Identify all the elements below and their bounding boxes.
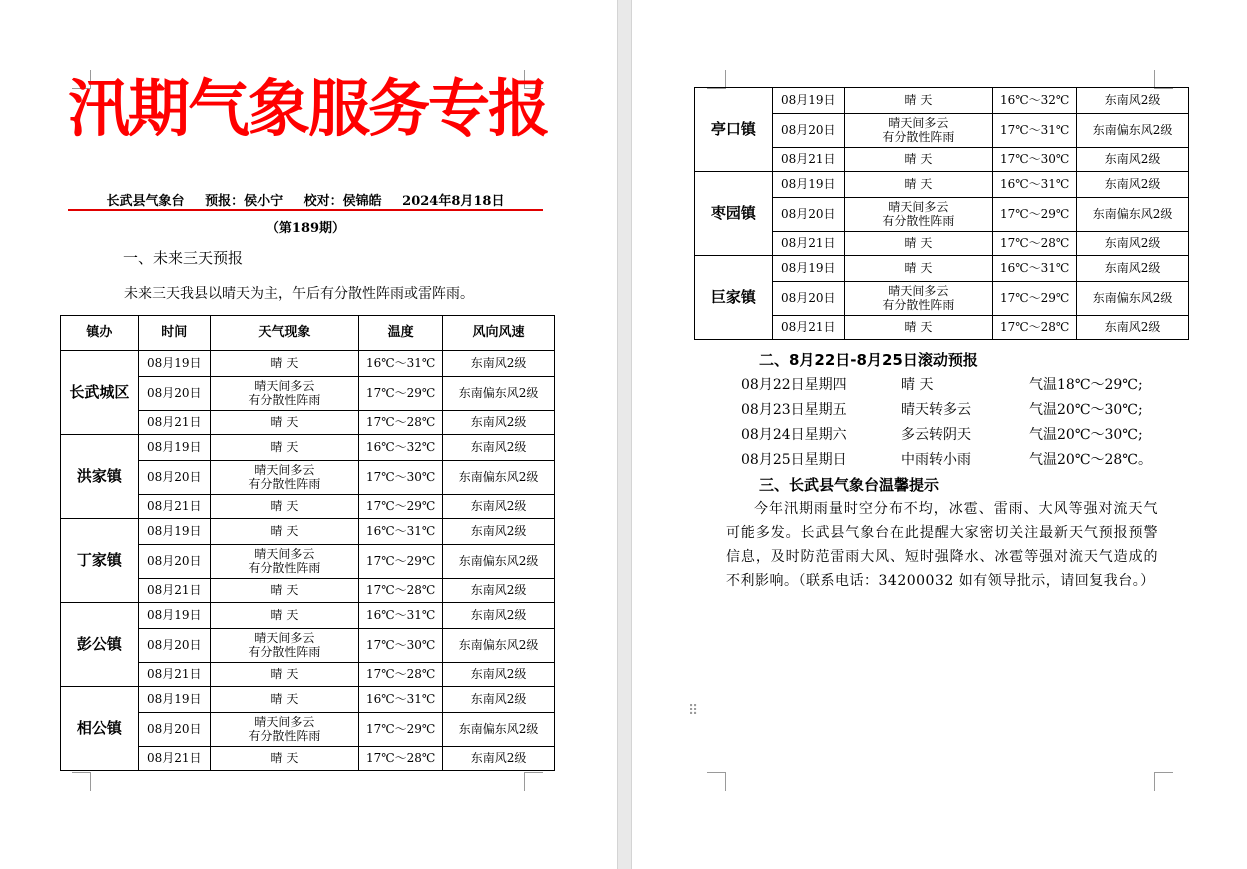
byline	[68, 190, 543, 209]
date-cell: 08月19日	[138, 519, 210, 545]
wind-cell: 东南风2级	[1077, 88, 1189, 114]
weather-cell: 晴天间多云 有分散性阵雨	[844, 114, 993, 148]
wind-cell: 东南风2级	[1077, 232, 1189, 256]
wind-cell: 东南风2级	[443, 579, 555, 603]
wind-cell: 东南风2级	[443, 603, 555, 629]
date-cell: 08月20日	[138, 545, 210, 579]
temperature-cell: 17℃～28℃	[359, 579, 443, 603]
weather-cell: 晴 天	[210, 663, 359, 687]
temperature-cell: 17℃～29℃	[359, 545, 443, 579]
town-name: 彭公镇	[61, 603, 139, 687]
town-name: 丁家镇	[61, 519, 139, 603]
date-cell: 08月20日	[138, 377, 210, 411]
date-cell: 08月19日	[138, 351, 210, 377]
temperature-cell: 17℃～28℃	[359, 747, 443, 771]
town-name: 巨家镇	[695, 256, 773, 340]
masthead-title: 汛期气象服务专报	[67, 72, 548, 145]
date-cell: 08月21日	[772, 148, 844, 172]
table-row	[61, 519, 555, 545]
temperature-cell: 17℃～30℃	[359, 461, 443, 495]
date-cell: 08月21日	[772, 316, 844, 340]
wind-cell: 东南偏东风2级	[443, 545, 555, 579]
weather-cell: 晴天间多云 有分散性阵雨	[210, 377, 359, 411]
table-row	[61, 687, 555, 713]
wind-cell: 东南风2级	[443, 495, 555, 519]
temperature-cell: 17℃～29℃	[359, 713, 443, 747]
town-name: 亭口镇	[695, 88, 773, 172]
wind-cell: 东南偏东风2级	[443, 461, 555, 495]
wind-cell: 东南风2级	[1077, 256, 1189, 282]
temperature-cell: 16℃～31℃	[359, 603, 443, 629]
weather-cell: 晴 天	[844, 316, 993, 340]
wind-cell: 东南风2级	[443, 663, 555, 687]
temperature-cell: 17℃～30℃	[359, 629, 443, 663]
weather-cell: 晴 天	[210, 411, 359, 435]
wind-cell: 东南风2级	[443, 411, 555, 435]
forecast-table-right	[694, 87, 1189, 340]
temperature-cell: 17℃～29℃	[359, 377, 443, 411]
town-name: 洪家镇	[61, 435, 139, 519]
outlook-date: 08月25日星期日	[741, 452, 847, 468]
date-cell: 08月21日	[138, 411, 210, 435]
wind-cell: 东南偏东风2级	[443, 713, 555, 747]
wind-cell: 东南风2级	[443, 435, 555, 461]
temperature-cell: 16℃～31℃	[359, 351, 443, 377]
red-rule	[68, 209, 543, 211]
column-header: 镇办	[61, 316, 139, 351]
date-cell: 08月21日	[138, 579, 210, 603]
page-gutter	[617, 0, 632, 869]
forecast-table-left	[60, 315, 555, 771]
forecaster: 预报：侯小宁	[205, 194, 284, 209]
table-row	[695, 172, 1189, 198]
wind-cell: 东南偏东风2级	[1077, 198, 1189, 232]
issue-number: （第189期）	[265, 221, 346, 236]
date-cell: 08月20日	[772, 198, 844, 232]
section3-title: 三、长武县气象台温馨提示	[759, 476, 940, 494]
temperature-cell: 17℃～28℃	[993, 316, 1077, 340]
column-header: 风向风速	[443, 316, 555, 351]
weather-cell: 晴 天	[210, 579, 359, 603]
wind-cell: 东南风2级	[1077, 316, 1189, 340]
temperature-cell: 16℃～31℃	[359, 519, 443, 545]
weather-cell: 晴天间多云 有分散性阵雨	[844, 198, 993, 232]
outlook-date: 08月23日星期五	[741, 402, 847, 418]
wind-cell: 东南风2级	[1077, 172, 1189, 198]
section3-text: 今年汛期雨量时空分布不均，冰雹、雷雨、大风等强对流天气可能多发。长武县气象台在此提醒大家密切关注最新天气预报预警信息，及时防范雷雨大风、短时强降水、冰雹等强对流天气造成的不利影响。（联系电话：34200032 如有领导批示，请回复我台。）	[726, 501, 1158, 589]
temperature-cell: 16℃～32℃	[993, 88, 1077, 114]
weather-cell: 晴 天	[210, 687, 359, 713]
temperature-cell: 16℃～31℃	[359, 687, 443, 713]
date-cell: 08月21日	[138, 663, 210, 687]
temperature-cell: 17℃～28℃	[359, 663, 443, 687]
issue-date: 2024年8月18日	[402, 194, 505, 209]
weather-cell: 晴 天	[844, 232, 993, 256]
page-left	[0, 0, 617, 869]
move-handle-icon[interactable]: ⠿	[688, 703, 699, 719]
outlook-date: 08月24日星期六	[741, 427, 847, 443]
temperature-cell: 17℃～29℃	[359, 495, 443, 519]
outlook-weather: 晴 天	[901, 377, 934, 393]
temperature-cell: 17℃～28℃	[993, 232, 1077, 256]
date-cell: 08月19日	[772, 88, 844, 114]
wind-cell: 东南偏东风2级	[1077, 282, 1189, 316]
weather-cell: 晴 天	[210, 603, 359, 629]
weather-cell: 晴 天	[210, 435, 359, 461]
wind-cell: 东南偏东风2级	[1077, 114, 1189, 148]
wind-cell: 东南偏东风2级	[443, 377, 555, 411]
outlook-temperature: 气温20℃～30℃;	[1029, 402, 1143, 418]
weather-cell: 晴 天	[844, 88, 993, 114]
outlook-weather: 中雨转小雨	[901, 452, 971, 468]
wind-cell: 东南风2级	[443, 747, 555, 771]
temperature-cell: 17℃～28℃	[359, 411, 443, 435]
weather-cell: 晴天间多云 有分散性阵雨	[210, 461, 359, 495]
weather-cell: 晴 天	[844, 256, 993, 282]
date-cell: 08月20日	[772, 282, 844, 316]
town-name: 枣园镇	[695, 172, 773, 256]
weather-cell: 晴 天	[210, 351, 359, 377]
weather-cell: 晴 天	[210, 747, 359, 771]
temperature-cell: 17℃～31℃	[993, 114, 1077, 148]
temperature-cell: 17℃～29℃	[993, 198, 1077, 232]
wind-cell: 东南风2级	[443, 351, 555, 377]
date-cell: 08月20日	[772, 114, 844, 148]
issuer: 长武县气象台	[106, 194, 185, 209]
column-header: 温度	[359, 316, 443, 351]
section1-title: 一、未来三天预报	[123, 249, 244, 267]
wind-cell: 东南风2级	[1077, 148, 1189, 172]
crop-mark	[72, 772, 91, 791]
weather-cell: 晴天间多云 有分散性阵雨	[210, 629, 359, 663]
wind-cell: 东南偏东风2级	[443, 629, 555, 663]
table-row	[61, 351, 555, 377]
outlook-temperature: 气温20℃～30℃;	[1029, 427, 1143, 443]
town-name: 相公镇	[61, 687, 139, 771]
weather-cell: 晴 天	[210, 495, 359, 519]
date-cell: 08月20日	[138, 629, 210, 663]
wind-cell: 东南风2级	[443, 687, 555, 713]
date-cell: 08月19日	[772, 172, 844, 198]
table-header-row	[61, 316, 555, 351]
date-cell: 08月21日	[772, 232, 844, 256]
date-cell: 08月20日	[138, 713, 210, 747]
weather-cell: 晴 天	[844, 148, 993, 172]
outlook-weather: 多云转阴天	[901, 427, 971, 443]
outlook-date: 08月22日星期四	[741, 377, 847, 393]
date-cell: 08月19日	[138, 687, 210, 713]
crop-mark	[707, 772, 726, 791]
weather-cell: 晴天间多云 有分散性阵雨	[210, 545, 359, 579]
column-header: 时间	[138, 316, 210, 351]
section1-summary: 未来三天我县以晴天为主，午后有分散性阵雨或雷阵雨。	[124, 286, 474, 302]
outlook-temperature: 气温20℃～28℃。	[1029, 452, 1152, 468]
date-cell: 08月19日	[138, 435, 210, 461]
weather-cell: 晴 天	[844, 172, 993, 198]
column-header: 天气现象	[210, 316, 359, 351]
temperature-cell: 16℃～31℃	[993, 256, 1077, 282]
date-cell: 08月19日	[138, 603, 210, 629]
outlook-weather: 晴天转多云	[901, 402, 971, 418]
table-row	[61, 435, 555, 461]
temperature-cell: 16℃～32℃	[359, 435, 443, 461]
weather-cell: 晴天间多云 有分散性阵雨	[210, 713, 359, 747]
wind-cell: 东南风2级	[443, 519, 555, 545]
section2-title: 二、8月22日-8月25日滚动预报	[759, 351, 978, 369]
date-cell: 08月19日	[772, 256, 844, 282]
crop-mark	[1154, 772, 1173, 791]
crop-mark	[524, 772, 543, 791]
outlook-temperature: 气温18℃～29℃;	[1029, 377, 1143, 393]
table-row	[695, 88, 1189, 114]
temperature-cell: 17℃～29℃	[993, 282, 1077, 316]
town-name: 长武城区	[61, 351, 139, 435]
date-cell: 08月21日	[138, 495, 210, 519]
table-row	[695, 256, 1189, 282]
weather-cell: 晴天间多云 有分散性阵雨	[844, 282, 993, 316]
proofreader: 校对：侯锦皓	[303, 194, 382, 209]
date-cell: 08月21日	[138, 747, 210, 771]
date-cell: 08月20日	[138, 461, 210, 495]
temperature-cell: 16℃～31℃	[993, 172, 1077, 198]
weather-cell: 晴 天	[210, 519, 359, 545]
table-row	[61, 603, 555, 629]
temperature-cell: 17℃～30℃	[993, 148, 1077, 172]
